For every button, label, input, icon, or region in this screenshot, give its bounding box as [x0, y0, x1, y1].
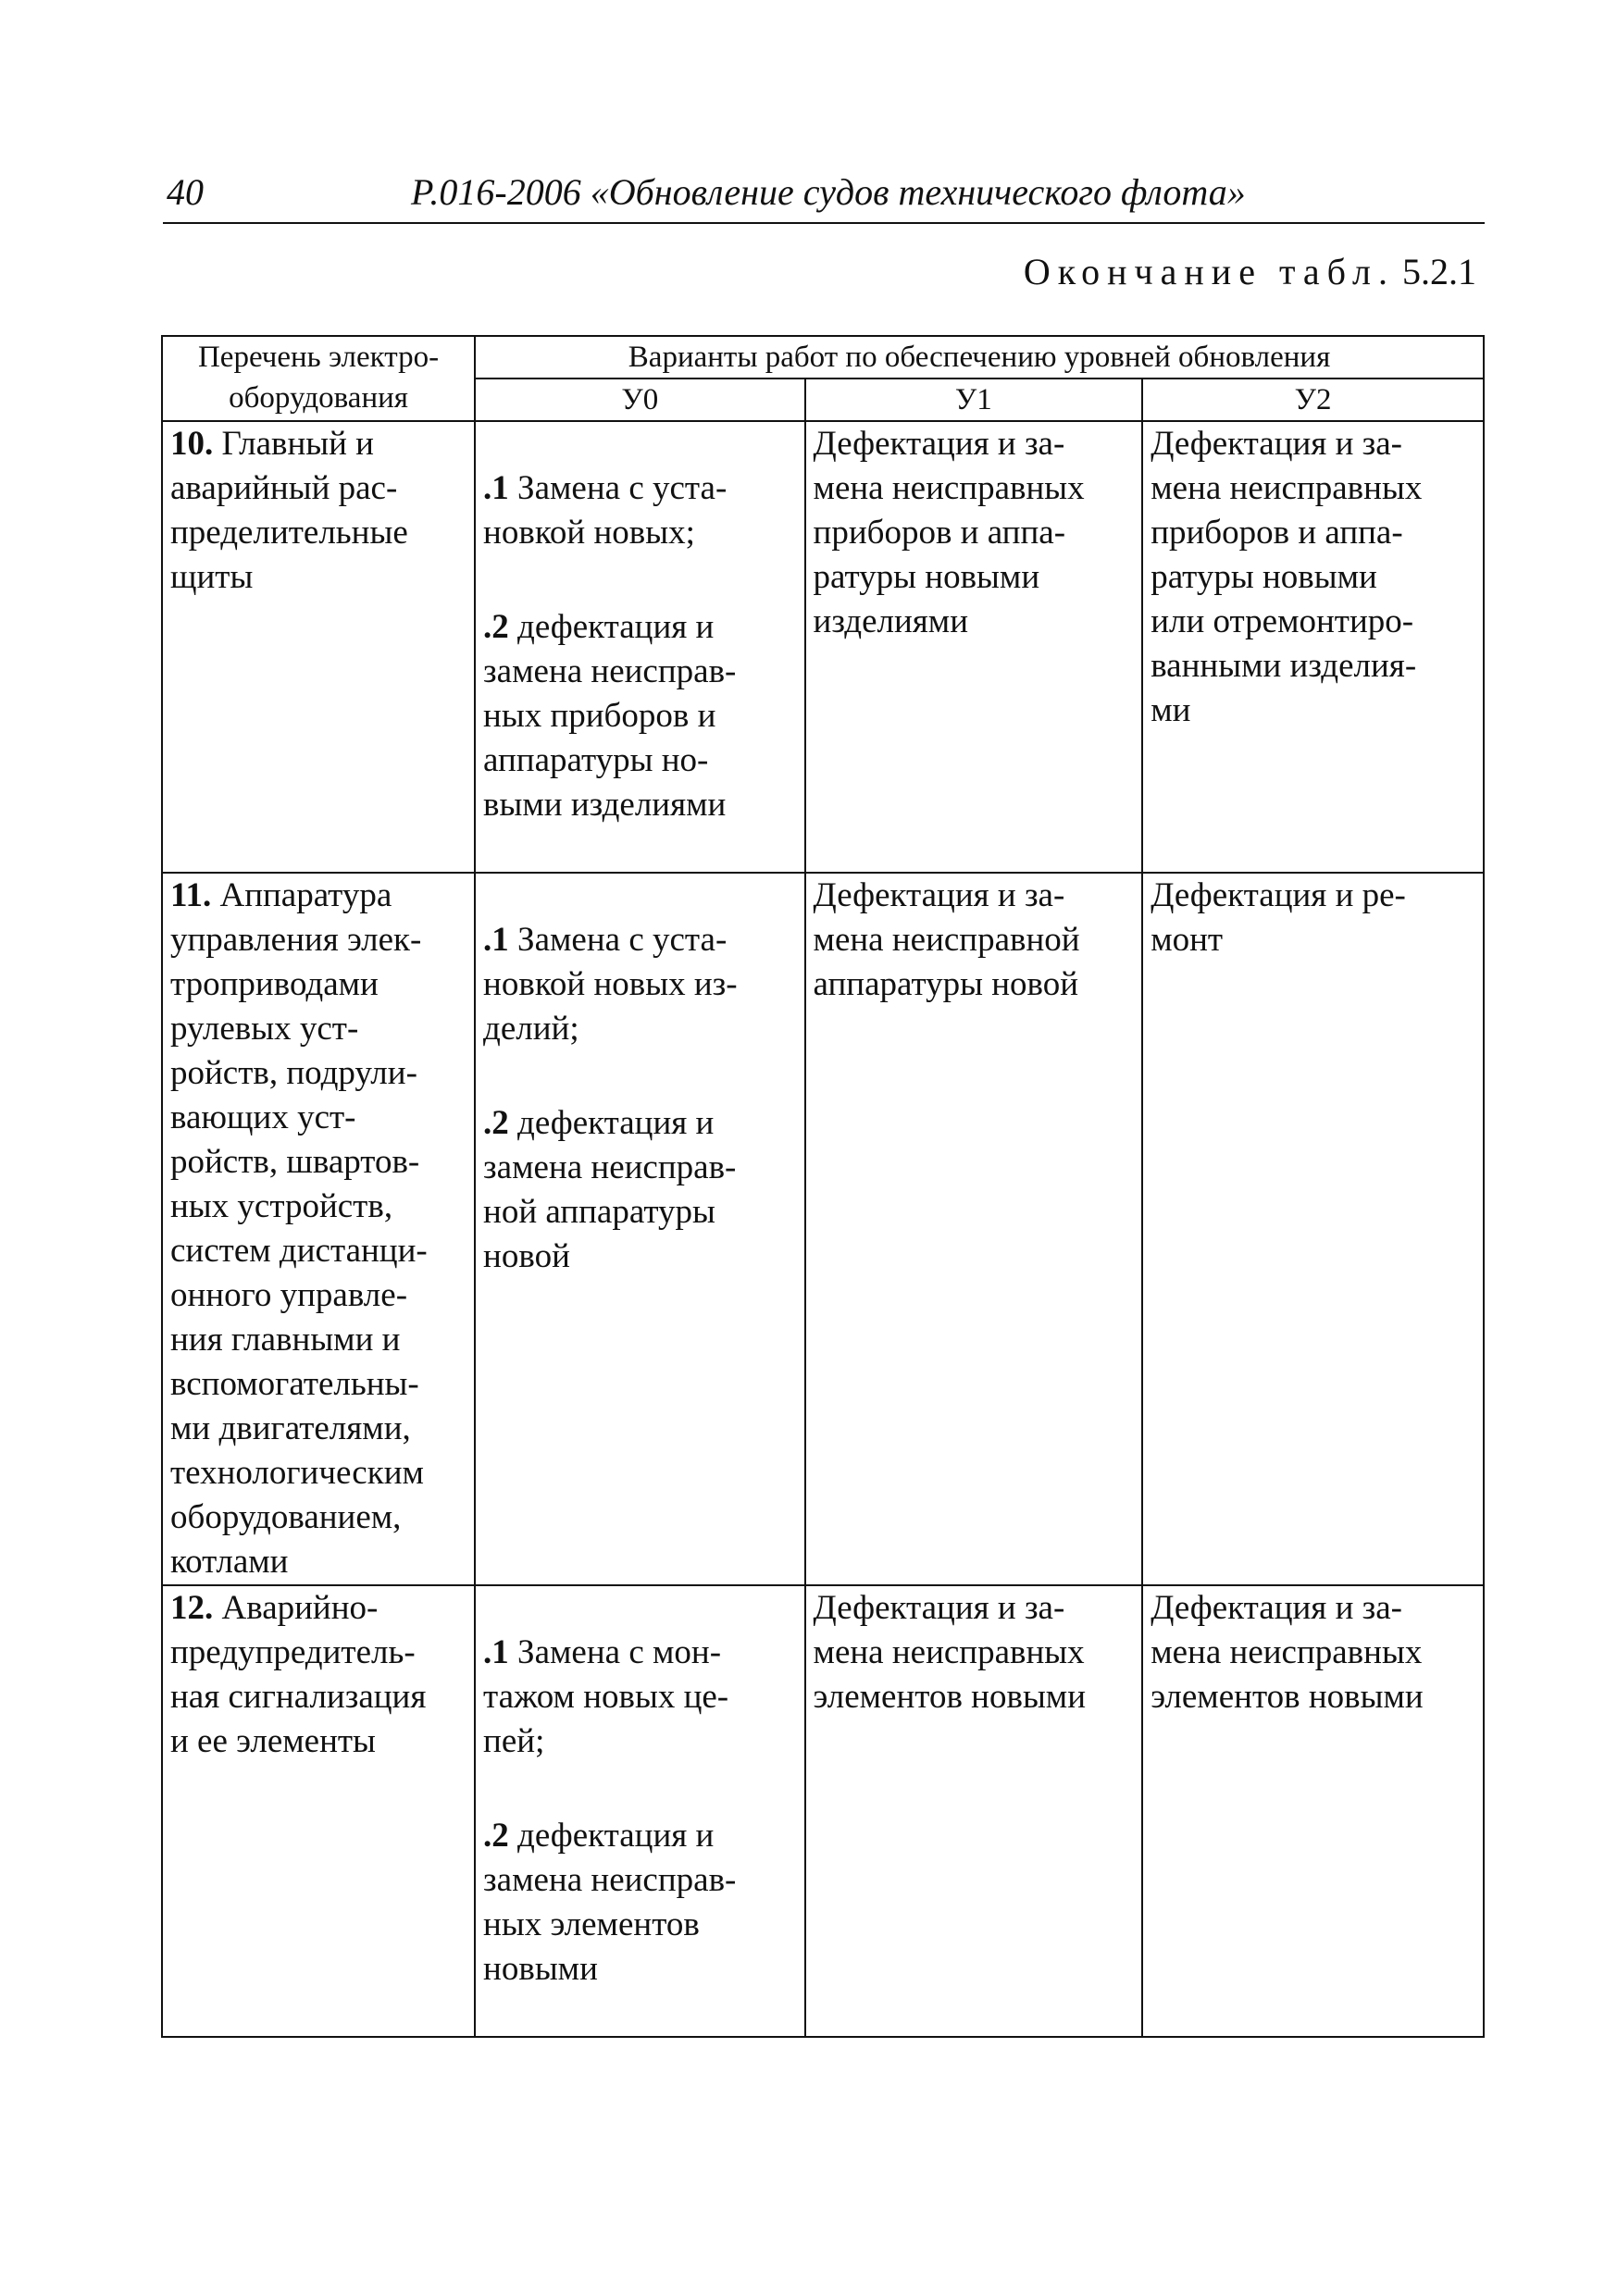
table-row — [162, 421, 1484, 873]
table-caption-text: Окончание табл. — [1023, 251, 1395, 292]
page-number: 40 — [167, 171, 204, 213]
col-header-u1: У1 — [805, 379, 1143, 421]
table-row — [162, 1585, 1484, 2037]
variant-text: дефектация и замена неисправ- ных приборов и аппаратуры но- выми изделиями — [483, 608, 737, 824]
equipment-cell — [162, 873, 475, 1585]
col-header-equipment: Перечень электро- оборудования — [162, 336, 475, 421]
equipment-cell — [162, 421, 475, 873]
u0-cell — [475, 1585, 804, 2037]
item-number: 12. — [170, 1589, 214, 1627]
u1-cell: Дефектация и за- мена неисправных элементов новыми — [805, 1585, 1143, 2037]
item-name: Аварийно- предупредитель- ная сигнализация и ее элементы — [170, 1589, 427, 1760]
u2-cell: Дефектация и за- мена неисправных элементов новыми — [1142, 1585, 1484, 2037]
u1-cell: Дефектация и за- мена неисправных приборов и аппа- ратуры новыми изделиями — [805, 421, 1143, 873]
table-caption — [1024, 250, 1476, 293]
u1-cell: Дефектация и за- мена неисправной аппаратуры новой — [805, 873, 1143, 1585]
col-header-variants: Варианты работ по обеспечению уровней обновления — [475, 336, 1484, 379]
u2-cell: Дефектация и за- мена неисправных приборов и аппа- ратуры новыми или отремонтиро- ванными изделия- ми — [1142, 421, 1484, 873]
u0-variant — [483, 1101, 796, 1279]
col-header-u2: У2 — [1142, 379, 1484, 421]
u0-variant — [483, 605, 796, 827]
table-row — [162, 873, 1484, 1585]
col-header-u0: У0 — [475, 379, 804, 421]
variant-number: .1 — [483, 921, 509, 959]
variant-text: Замена с мон- тажом новых це- пей; — [483, 1633, 729, 1760]
item-name: Аппаратура управления элек- троприводами рулевых уст- ройств, подрули- вающих уст- ройств, швартов- ных устройств, систем дистанци- онного управле- ния главными и вспомогательны- ми двигателями, технологическим оборудованием, котлами — [170, 876, 428, 1581]
variant-number: .2 — [483, 1817, 509, 1855]
u0-variant — [483, 466, 796, 555]
variant-text: дефектация и замена неисправ- ной аппаратуры новой — [483, 1104, 737, 1275]
variant-number: .1 — [483, 469, 509, 507]
variant-number: .2 — [483, 1104, 509, 1142]
running-title: Р.016-2006 «Обновление судов технического флота» — [411, 171, 1246, 213]
variant-number: .2 — [483, 608, 509, 646]
variant-text: Замена с уста- новкой новых; — [483, 469, 728, 552]
table-caption-number: 5.2.1 — [1402, 251, 1476, 292]
item-number: 10. — [170, 425, 214, 463]
variant-number: .1 — [483, 1633, 509, 1671]
variant-text: Замена с уста- новкой новых из- делий; — [483, 921, 738, 1048]
table-header-row — [162, 336, 1484, 379]
u0-cell — [475, 873, 804, 1585]
item-number: 11. — [170, 876, 212, 914]
page-header — [163, 165, 1485, 224]
equipment-cell — [162, 1585, 475, 2037]
u2-cell: Дефектация и ре- монт — [1142, 873, 1484, 1585]
u0-variant — [483, 1814, 796, 1992]
equipment-table — [161, 335, 1485, 2038]
variant-text: дефектация и замена неисправ- ных элементов новыми — [483, 1817, 737, 1988]
u0-cell — [475, 421, 804, 873]
u0-variant — [483, 918, 796, 1051]
u0-variant — [483, 1631, 796, 1764]
item-name: Главный и аварийный рас- пределительные щиты — [170, 425, 408, 596]
